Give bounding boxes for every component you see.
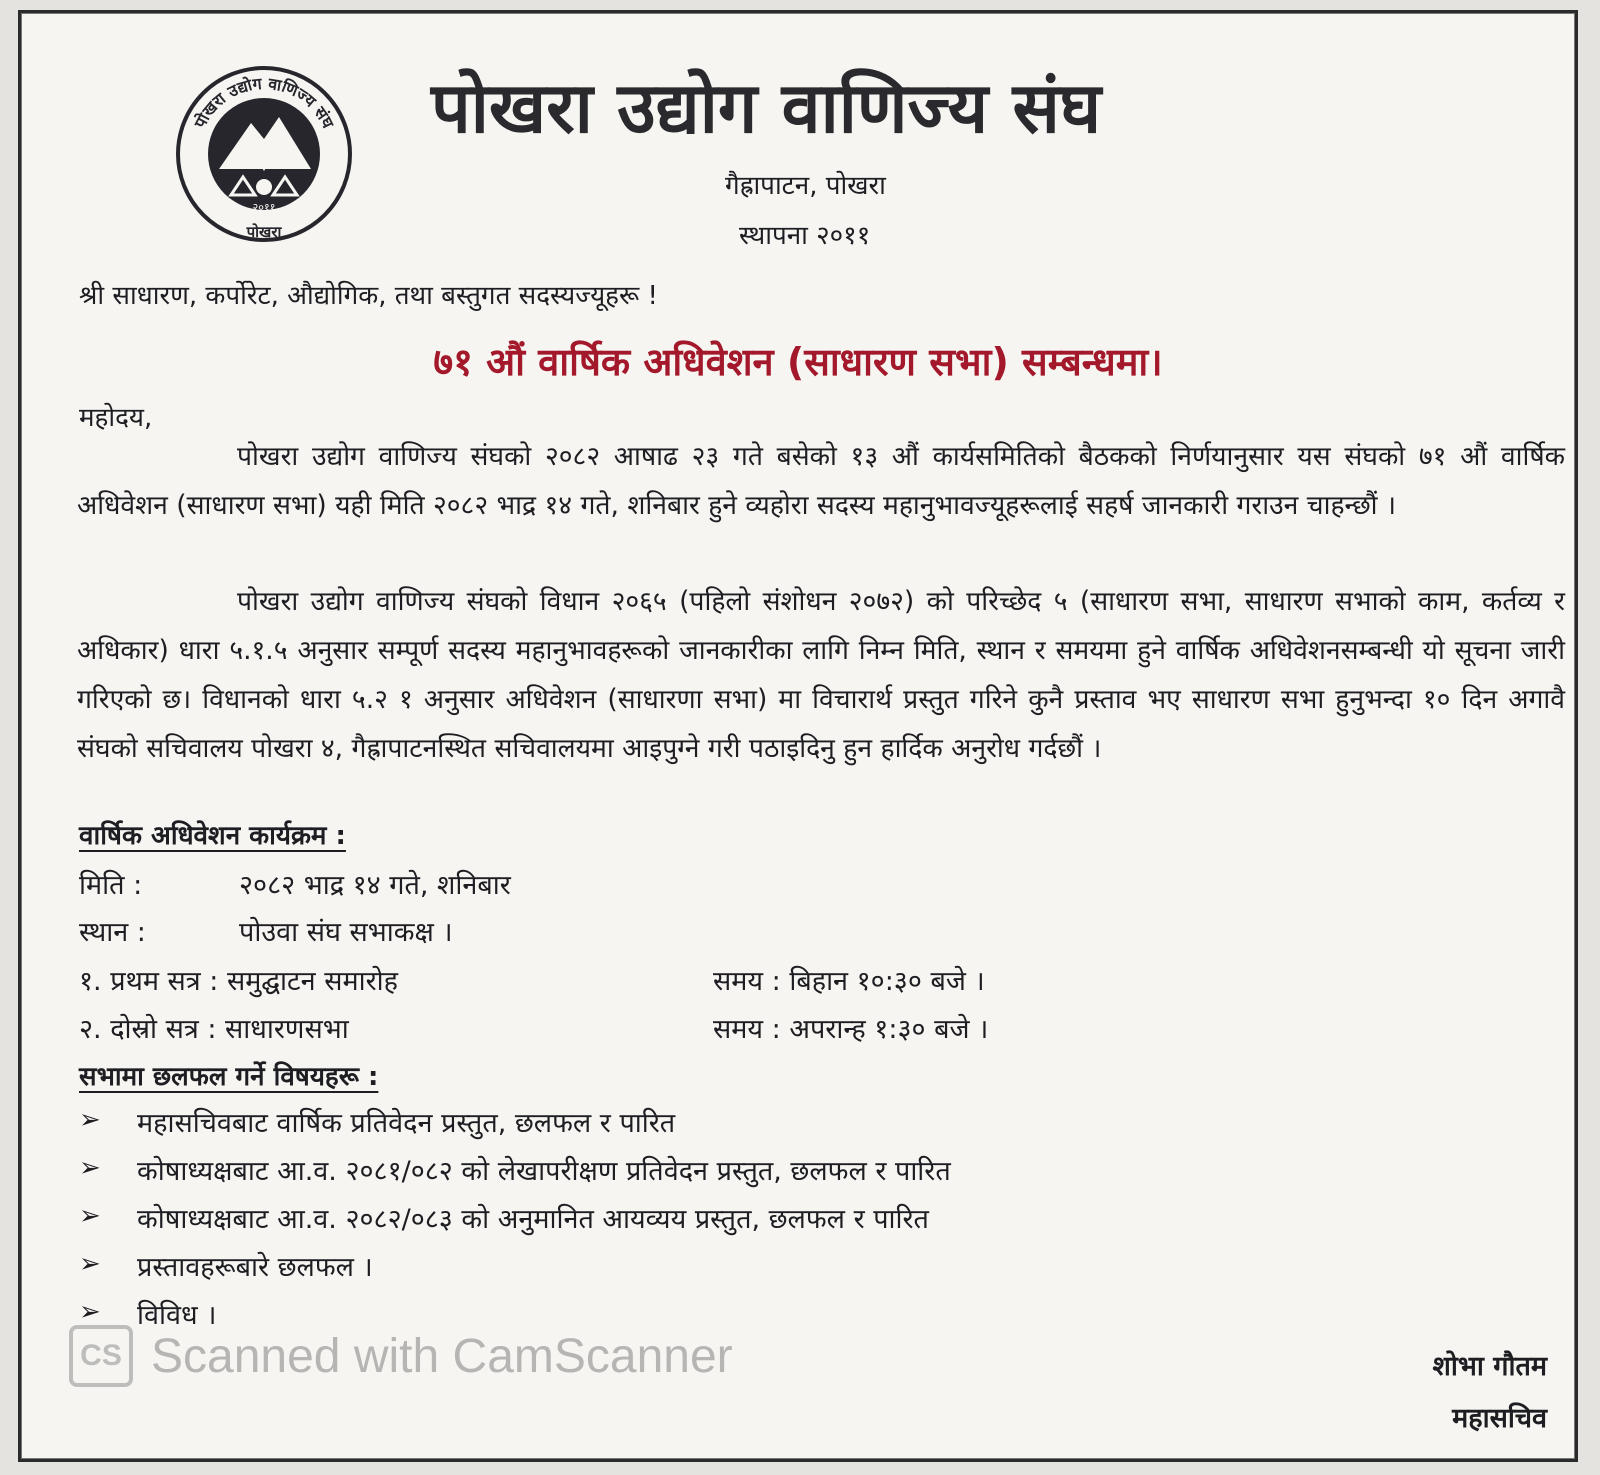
arrow-bullet-icon: ➢ [79,1249,101,1279]
notice-subject: ७१ औं वार्षिक अधिवेशन (साधारण सभा) सम्बन्धमा। [433,340,1163,384]
established-year: स्थापना २०११ [739,221,871,251]
programme-date-row [79,865,511,902]
session-name: १. प्रथम सत्र : समुद्घाटन समारोह [79,966,398,997]
session-row [79,1009,989,1046]
logo-city: पोखरा [246,223,282,241]
date-value: २०८२ भाद्र १४ गते, शनिबार [239,870,511,901]
camscanner-logo-icon: CS [69,1325,133,1387]
signatory-name: शोभा गौतम [1432,1351,1547,1382]
agenda-item [79,1151,951,1199]
arrow-bullet-icon: ➢ [79,1105,101,1135]
camscanner-watermark [69,1321,733,1391]
programme-heading: वार्षिक अधिवेशन कार्यक्रम : [79,821,346,851]
agenda-item [79,1103,951,1151]
arrow-bullet-icon: ➢ [79,1153,101,1183]
notice-page [18,10,1578,1462]
agenda-item [79,1247,951,1295]
salutation: श्री साधारण, कर्पोरेट, औद्योगिक, तथा बस्तुगत सदस्यज्यूहरू ! [79,281,658,311]
organization-name: पोखरा उद्योग वाणिज्य संघ [431,67,1102,149]
body-paragraph-2: पोखरा उद्योग वाणिज्य संघको विधान २०६५ (पहिलो संशोधन २०७२) को परिच्छेद ५ (साधारण सभा, साधारण सभाको काम, कर्तव्य र अधिकार) धारा ५.१.५ अनुसार सम्पूर्ण सदस्य महानुभावहरूको जानकारीका लागि निम्न मिति, स्थान र समयमा हुने वार्षिक अधिवेशनसम्बन्धी यो सूचना जारी गरिएको छ। विधानको धारा ५.२ १ अनुसार अधिवेशन (साधारणा सभा) मा विचारार्थ प्रस्तुत गरिने कुनै प्रस्ताव भए साधारण सभा हुनुभन्दा १० दिन अगावै संघको सचिवालय पोखरा ४, गैह्रापाटनस्थित सचिवालयमा आइपुग्ने गरी पठाइदिनु हुन हार्दिक अनुरोध गर्दछौं । [77,586,1565,764]
agenda-item-text: प्रस्तावहरूबारे छलफल । [137,1252,373,1283]
agenda-item-text: विविध । [137,1300,217,1331]
session-name: २. दोस्रो सत्र : साधारणसभा [79,1014,349,1045]
chamber-logo [171,61,357,247]
agenda-item-text: महासचिवबाट वार्षिक प्रतिवेदन प्रस्तुत, छलफल र पारित [137,1108,676,1139]
logo-year: २०११ [252,201,276,214]
agenda-item-text: कोषाध्यक्षबाट आ.व. २०८२/०८३ को अनुमानित आयव्यय प्रस्तुत, छलफल र पारित [137,1204,929,1235]
agenda-item [79,1199,951,1247]
logo-arc-text: पोखरा उद्योग वाणिज्य संघ [190,73,338,132]
venue-value: पोउवा संघ सभाकक्ष । [239,917,453,948]
signatory-title: महासचिव [1452,1403,1547,1434]
date-label: मिति : [79,870,143,901]
agenda-heading: सभामा छलफल गर्ने विषयहरू : [79,1062,379,1092]
venue-label: स्थान : [79,917,146,948]
watermark-text: Scanned with CamScanner [151,1329,733,1383]
body-paragraph-1: पोखरा उद्योग वाणिज्य संघको २०८२ आषाढ २३ गते बसेको १३ औं कार्यसमितिको बैठकको निर्णयानुसार यस संघको ७१ औं वार्षिक अधिवेशन (साधारण सभा) यही मिति २०८२ भाद्र १४ गते, शनिबार हुने व्यहोरा सदस्य महानुभावज्यूहरूलाई सहर्ष जानकारी गराउन चाहन्छौं । [77,441,1565,521]
arrow-bullet-icon: ➢ [79,1201,101,1231]
session-row [79,961,985,998]
programme-venue-row [79,912,453,949]
session-time: समय : अपरान्ह १:३० बजे । [713,1014,989,1045]
agenda-item-text: कोषाध्यक्षबाट आ.व. २०८१/०८२ को लेखापरीक्षण प्रतिवेदन प्रस्तुत, छलफल र पारित [137,1156,951,1187]
agenda-list [79,1103,951,1343]
session-time: समय : बिहान १०:३० बजे । [713,966,985,997]
arrow-bullet-icon: ➢ [79,1297,101,1327]
greeting: महोदय, [79,403,153,433]
organization-address: गैह्रापाटन, पोखरा [725,171,886,201]
